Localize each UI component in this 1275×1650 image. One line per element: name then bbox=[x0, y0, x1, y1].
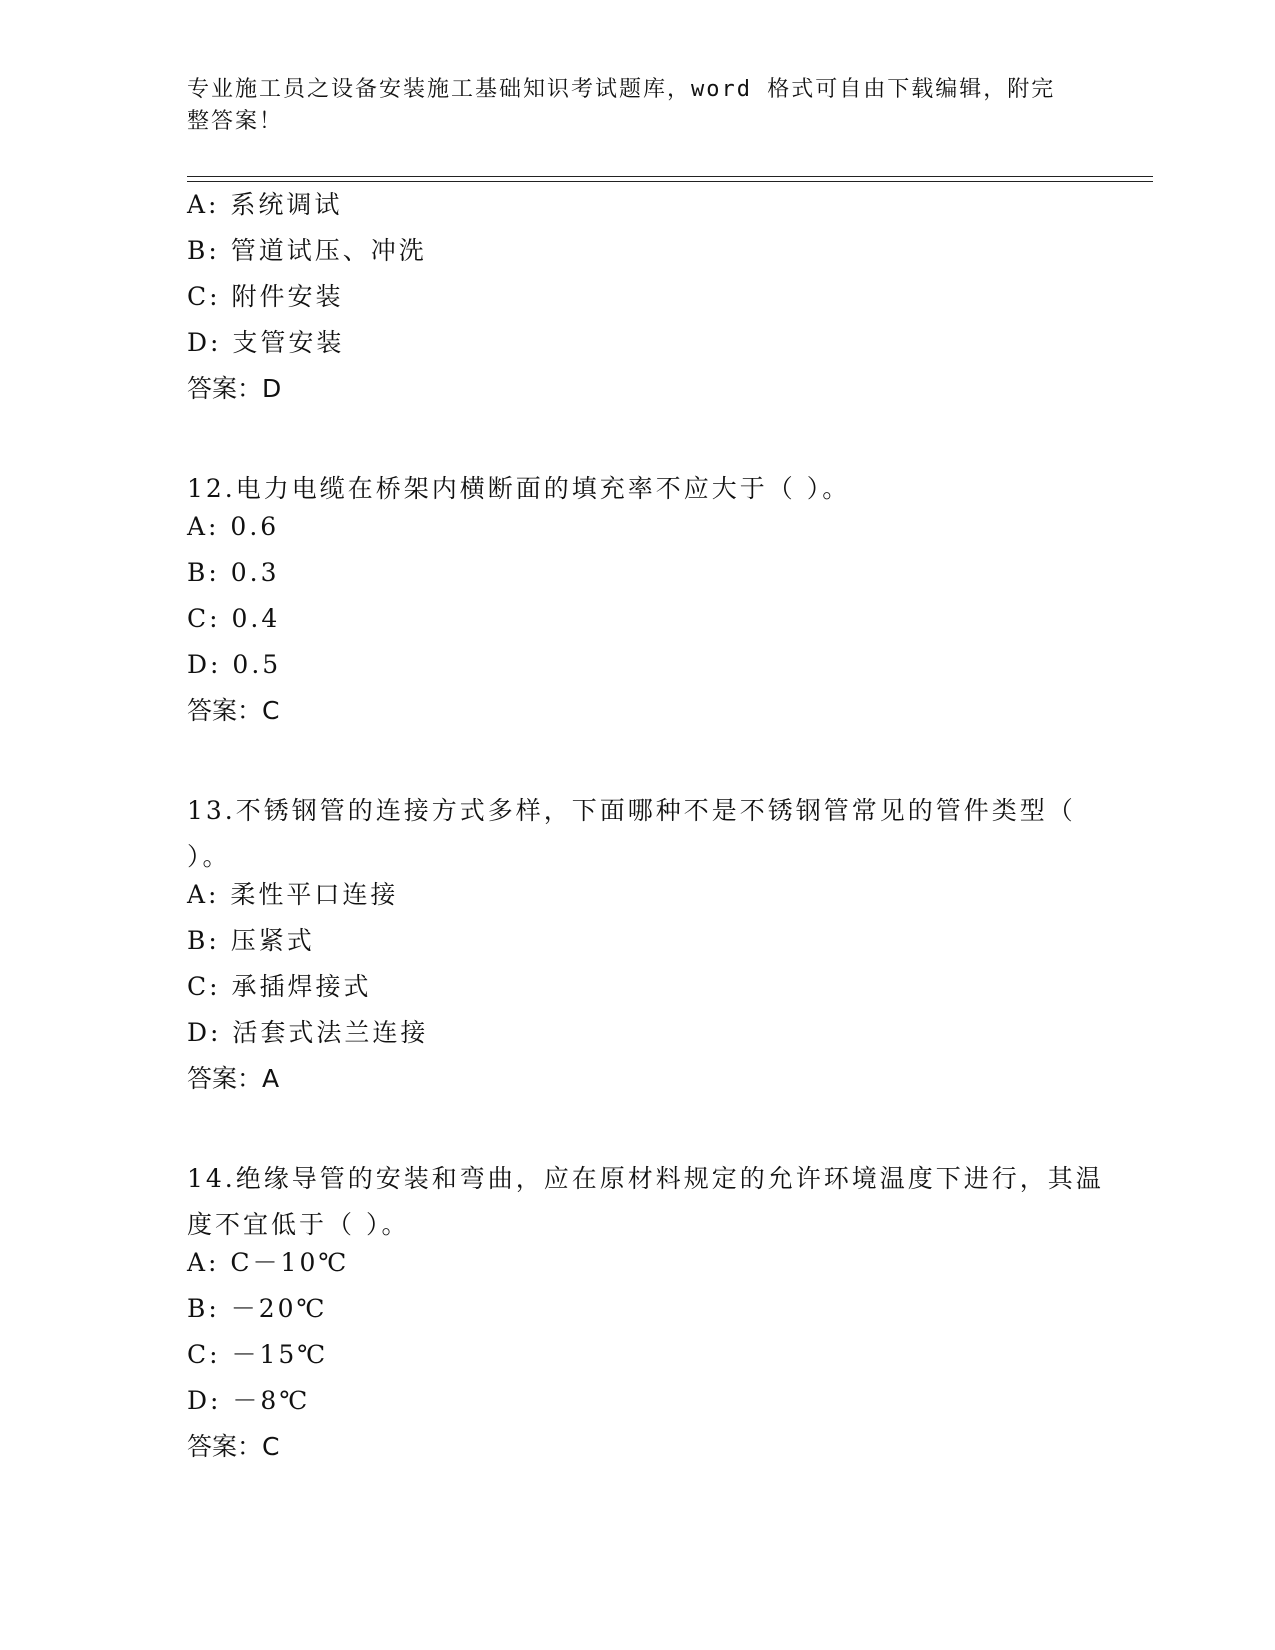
question-block bbox=[187, 190, 1107, 420]
answer: 答案：D bbox=[187, 374, 282, 403]
option-a: A: 0.6 bbox=[187, 512, 280, 541]
question-stem: 13.不锈钢管的连接方式多样，下面哪种不是不锈钢管常见的管件类型（ ）。 bbox=[187, 796, 1076, 871]
option-a: A: 系统调试 bbox=[187, 190, 343, 219]
question-stem: 14.绝缘导管的安装和弯曲，应在原材料规定的允许环境温度下进行，其温度不宜低于（ ）。 bbox=[187, 1164, 1104, 1239]
question-block bbox=[187, 466, 1107, 742]
question-stem: 12.电力电缆在桥架内横断面的填充率不应大于（ ）。 bbox=[187, 474, 851, 503]
option-d: D: 活套式法兰连接 bbox=[187, 1018, 429, 1047]
option-c: C: 承插焊接式 bbox=[187, 972, 372, 1001]
option-a: A: C－10℃ bbox=[187, 1248, 350, 1277]
option-c: C: 0.4 bbox=[187, 604, 281, 633]
option-d: D: －8℃ bbox=[187, 1386, 311, 1415]
option-b: B: 管道试压、冲洗 bbox=[187, 236, 427, 265]
answer: 答案：C bbox=[187, 696, 280, 725]
option-b: B: －20℃ bbox=[187, 1294, 328, 1323]
answer: 答案：C bbox=[187, 1432, 280, 1461]
question-block bbox=[187, 788, 1107, 1110]
question-list bbox=[187, 190, 1107, 1478]
header-divider-top bbox=[187, 176, 1153, 177]
option-b: B: 0.3 bbox=[187, 558, 280, 587]
option-c: C: －15℃ bbox=[187, 1340, 329, 1369]
question-block bbox=[187, 1156, 1107, 1478]
option-d: D: 0.5 bbox=[187, 650, 282, 679]
document-header: 专业施工员之设备安装施工基础知识考试题库，word 格式可自由下载编辑，附完整答案！ bbox=[187, 77, 1056, 134]
option-a: A: 柔性平口连接 bbox=[187, 880, 399, 909]
option-c: C: 附件安装 bbox=[187, 282, 344, 311]
option-d: D: 支管安装 bbox=[187, 328, 345, 357]
header-divider-bottom bbox=[187, 181, 1153, 182]
answer: 答案：A bbox=[187, 1064, 280, 1093]
option-b: B: 压紧式 bbox=[187, 926, 315, 955]
